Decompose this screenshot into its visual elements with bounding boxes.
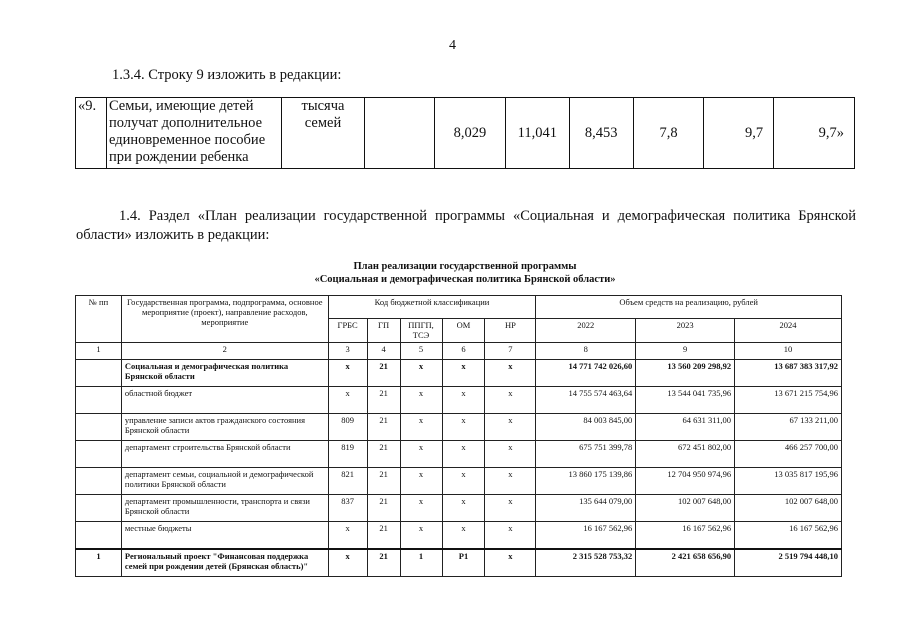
row-2023: 12 704 950 974,96 xyxy=(636,468,735,495)
row-gp: 21 xyxy=(367,441,400,468)
row-2023: 13 544 041 735,96 xyxy=(636,387,735,414)
row-name: управление записи актов гражданского состояния Брянской области xyxy=(121,414,328,441)
row-2024: 2 519 794 448,10 xyxy=(735,549,842,577)
row-2022: 16 167 562,96 xyxy=(536,522,636,550)
row-num xyxy=(76,387,122,414)
row-om: х xyxy=(442,441,485,468)
row-2024: 16 167 562,96 xyxy=(735,522,842,550)
row-num xyxy=(76,360,122,387)
table-row xyxy=(76,441,842,468)
row-9-value-6: 9,7» xyxy=(774,98,855,169)
row-np: х xyxy=(485,360,536,387)
plan-header-row-1 xyxy=(76,296,842,319)
row-om: х xyxy=(442,468,485,495)
column-number: 9 xyxy=(636,343,735,360)
row-9-table xyxy=(75,97,855,169)
row-name: областной бюджет xyxy=(121,387,328,414)
row-2023: 2 421 658 656,90 xyxy=(636,549,735,577)
row-2022: 14 755 574 463,64 xyxy=(536,387,636,414)
row-om: х xyxy=(442,495,485,522)
row-gp: 21 xyxy=(367,387,400,414)
row-2022: 2 315 528 753,32 xyxy=(536,549,636,577)
row-name: департамент строительства Брянской области xyxy=(121,441,328,468)
row-9-value-1: 8,029 xyxy=(435,98,506,169)
row-grbs: х xyxy=(328,387,367,414)
row-name: местные бюджеты xyxy=(121,522,328,550)
row-2024: 13 687 383 317,92 xyxy=(735,360,842,387)
row-9-value-5: 9,7 xyxy=(704,98,774,169)
table-row-program-total xyxy=(76,360,842,387)
table-row xyxy=(76,495,842,522)
header-2024: 2024 xyxy=(735,319,842,343)
table-row xyxy=(76,387,842,414)
row-9-value-3: 8,453 xyxy=(569,98,633,169)
header-np: НР xyxy=(485,319,536,343)
column-number: 1 xyxy=(76,343,122,360)
column-number: 6 xyxy=(442,343,485,360)
row-ppgp: х xyxy=(400,387,442,414)
column-number: 3 xyxy=(328,343,367,360)
table-row xyxy=(76,468,842,495)
row-np: х xyxy=(485,441,536,468)
row-2022: 14 771 742 026,60 xyxy=(536,360,636,387)
row-2023: 16 167 562,96 xyxy=(636,522,735,550)
header-kbk: Код бюджетной классификации xyxy=(328,296,536,319)
row-num xyxy=(76,495,122,522)
row-grbs: 821 xyxy=(328,468,367,495)
row-2023: 672 451 802,00 xyxy=(636,441,735,468)
paragraph-1-3-4: 1.3.4. Строку 9 изложить в редакции: xyxy=(112,67,342,83)
row-ppgp: 1 xyxy=(400,549,442,577)
row-9-value-4: 7,8 xyxy=(633,98,704,169)
row-9-number: «9. xyxy=(76,98,107,169)
row-num: 1 xyxy=(76,549,122,577)
row-gp: 21 xyxy=(367,522,400,550)
row-2024: 13 035 817 195,96 xyxy=(735,468,842,495)
row-9-unit: тысяча семей xyxy=(281,98,365,169)
row-np: х xyxy=(485,414,536,441)
header-num: № пп xyxy=(76,296,122,343)
row-name: Социальная и демографическая политика Брянской области xyxy=(121,360,328,387)
column-number: 5 xyxy=(400,343,442,360)
header-2022: 2022 xyxy=(536,319,636,343)
row-num xyxy=(76,414,122,441)
row-np: х xyxy=(485,522,536,550)
row-num xyxy=(76,441,122,468)
row-2022: 13 860 175 139,86 xyxy=(536,468,636,495)
row-om: х xyxy=(442,414,485,441)
table-row xyxy=(76,522,842,550)
column-number: 2 xyxy=(121,343,328,360)
row-ppgp: х xyxy=(400,414,442,441)
row-om: х xyxy=(442,387,485,414)
row-gp: 21 xyxy=(367,549,400,577)
row-grbs: х xyxy=(328,360,367,387)
row-2022: 84 003 845,00 xyxy=(536,414,636,441)
row-2023: 13 560 209 298,92 xyxy=(636,360,735,387)
column-number: 8 xyxy=(536,343,636,360)
row-ppgp: х xyxy=(400,468,442,495)
row-name: департамент семьи, социальной и демографической политики Брянской области xyxy=(121,468,328,495)
plan-caption-line-1: План реализации государственной программы xyxy=(353,261,577,272)
row-name: Региональный проект "Финансовая поддержка семей при рождении детей (Брянская область)" xyxy=(121,549,328,577)
page-number: 4 xyxy=(449,38,456,53)
column-numbers-row xyxy=(76,343,842,360)
table-row xyxy=(76,414,842,441)
row-ppgp: х xyxy=(400,441,442,468)
row-name: департамент промышленности, транспорта и связи Брянской области xyxy=(121,495,328,522)
row-2023: 64 631 311,00 xyxy=(636,414,735,441)
header-program: Государственная программа, подпрограмма, основное мероприятие (проект), направление расходов, мероприятие xyxy=(121,296,328,343)
row-9-empty-cell xyxy=(365,98,435,169)
row-om: х xyxy=(442,360,485,387)
paragraph-1-4: 1.4. Раздел «План реализации государственной программы «Социальная и демографическая политика Брянской области» изложить в редакции: xyxy=(76,208,856,243)
row-om: Р1 xyxy=(442,549,485,577)
row-grbs: 809 xyxy=(328,414,367,441)
row-2023: 102 007 648,00 xyxy=(636,495,735,522)
row-gp: 21 xyxy=(367,468,400,495)
row-2024: 67 133 211,00 xyxy=(735,414,842,441)
row-2022: 675 751 399,78 xyxy=(536,441,636,468)
row-grbs: 837 xyxy=(328,495,367,522)
row-ppgp: х xyxy=(400,495,442,522)
row-2022: 135 644 079,00 xyxy=(536,495,636,522)
header-om: ОМ xyxy=(442,319,485,343)
row-9-indicator-name: Семьи, имеющие детей получат дополнительное единовременное пособие при рождении ребенка xyxy=(106,98,281,169)
row-num xyxy=(76,522,122,550)
row-2024: 102 007 648,00 xyxy=(735,495,842,522)
row-grbs: х xyxy=(328,522,367,550)
row-grbs: 819 xyxy=(328,441,367,468)
row-np: х xyxy=(485,468,536,495)
plan-table xyxy=(75,295,842,577)
plan-caption-line-2: «Социальная и демографическая политика Брянской области» xyxy=(314,274,616,285)
row-np: х xyxy=(485,387,536,414)
row-gp: 21 xyxy=(367,414,400,441)
column-number: 10 xyxy=(735,343,842,360)
row-gp: 21 xyxy=(367,360,400,387)
row-gp: 21 xyxy=(367,495,400,522)
row-2024: 13 671 215 754,96 xyxy=(735,387,842,414)
column-number: 7 xyxy=(485,343,536,360)
row-num xyxy=(76,468,122,495)
header-grbs: ГРБС xyxy=(328,319,367,343)
header-volume: Объем средств на реализацию, рублей xyxy=(536,296,842,319)
row-np: х xyxy=(485,549,536,577)
row-grbs: х xyxy=(328,549,367,577)
header-2023: 2023 xyxy=(636,319,735,343)
row-9-value-2: 11,041 xyxy=(505,98,569,169)
row-ppgp: х xyxy=(400,360,442,387)
column-number: 4 xyxy=(367,343,400,360)
row-ppgp: х xyxy=(400,522,442,550)
table-row-regional-project xyxy=(76,549,842,577)
row-np: х xyxy=(485,495,536,522)
row-2024: 466 257 700,00 xyxy=(735,441,842,468)
row-9 xyxy=(76,98,855,169)
header-gp: ГП xyxy=(367,319,400,343)
plan-caption xyxy=(75,260,855,286)
row-om: х xyxy=(442,522,485,550)
header-ppgp: ППГП, ТСЭ xyxy=(400,319,442,343)
